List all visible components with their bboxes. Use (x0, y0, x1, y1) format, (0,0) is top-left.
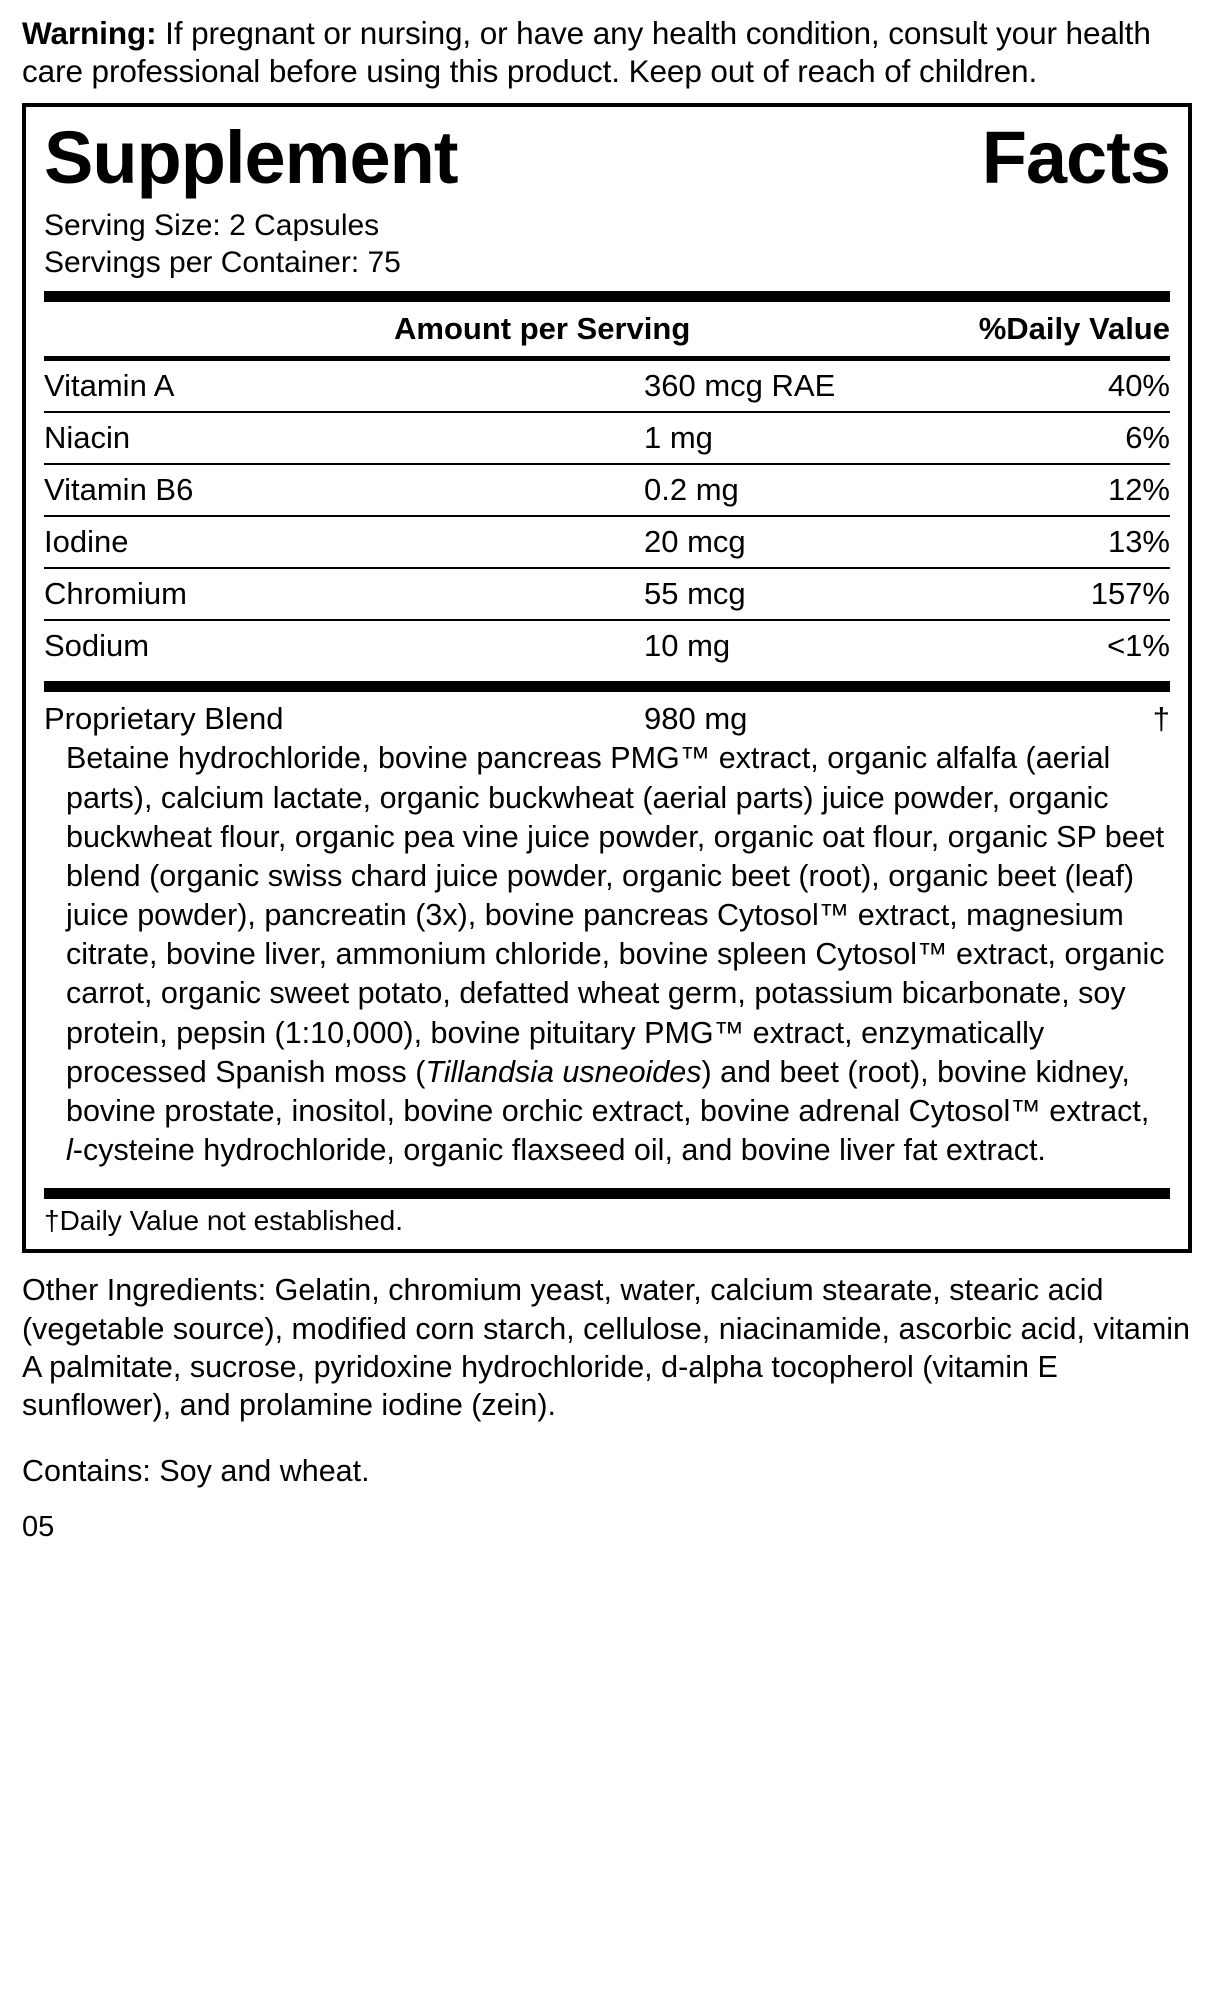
nutrient-name: Chromium (44, 576, 187, 612)
nutrient-name: Vitamin B6 (44, 472, 194, 508)
divider-heavy-top (44, 291, 1170, 302)
nutrient-name: Iodine (44, 524, 129, 560)
blend-ingredients-post: -cysteine hydrochloride, organic flaxseed oil, and bovine liver fat extract. (72, 1133, 1046, 1168)
serving-size: Serving Size: 2 Capsules (44, 208, 380, 242)
nutrient-name: Niacin (44, 420, 131, 456)
nutrient-amount: 55 mcg (644, 576, 746, 612)
nutrient-daily-value: <1% (1107, 628, 1170, 664)
divider-heavy-bottom (44, 1188, 1170, 1199)
proprietary-blend-name: Proprietary Blend (44, 701, 284, 737)
nutrient-amount: 10 mg (644, 628, 731, 664)
blend-italic-l: l (66, 1133, 73, 1168)
header-amount-per-serving: Amount per Serving (394, 311, 691, 347)
supplement-facts-title-left: Supplement (44, 115, 458, 199)
table-row (44, 413, 1170, 463)
table-row (44, 621, 1170, 671)
nutrient-amount: 0.2 mg (644, 472, 739, 508)
nutrient-daily-value: 12% (1107, 472, 1170, 508)
nutrient-daily-value: 6% (1125, 420, 1170, 456)
header-daily-value: %Daily Value (978, 311, 1170, 347)
warning-label: Warning: (22, 15, 157, 51)
table-row (44, 361, 1170, 411)
divider-heavy-blend (44, 681, 1170, 692)
warning-body: If pregnant or nursing, or have any health condition, consult your health care professional before using this product. Keep out of reach of children. (22, 15, 1151, 90)
table-row (44, 517, 1170, 567)
blend-ingredients-pre: Betaine hydrochloride, bovine pancreas PMG™ extract, organic alfalfa (aerial parts), calcium lactate, organic buckwheat (aerial parts) juice powder, organic buckwheat flour, organic pea vine juice powder, organic oat flour, organic SP beet blend (organic swiss chard juice powder, organic beet (root), organic beet (leaf) juice powder), pancreatin (3x), bovine pancreas Cytosol™ extract, magnesium citrate, bovine liver, ammonium chloride, bovine spleen Cytosol™ extract, organic carrot, organic sweet potato, defatted wheat germ, potassium bicarbonate, soy protein, pepsin (1:10,000), bovine pituitary PMG™ extract, enzymatically processed Spanish moss ( (66, 741, 1165, 1089)
supplement-facts-title (44, 115, 1170, 199)
revision-code: 05 (22, 1511, 55, 1544)
nutrient-name: Vitamin A (44, 368, 175, 404)
daily-value-footnote: †Daily Value not established. (44, 1205, 404, 1237)
warning-text (22, 14, 1192, 91)
proprietary-blend-row (44, 692, 1170, 739)
proprietary-blend-ingredients (44, 739, 1170, 1178)
blend-italic-botanical: Tillandsia usneoides (425, 1054, 702, 1089)
nutrient-name: Sodium (44, 628, 150, 664)
other-ingredients: Other Ingredients: Gelatin, chromium yeast, water, calcium stearate, stearic acid (vegetable source), modified corn starch, cellulose, niacinamide, ascorbic acid, vitamin A palmitate, sucrose, pyridoxine hydrochloride, d-alpha tocopherol (vitamin E sunflower), and prolamine iodine (zein). (22, 1273, 1191, 1423)
proprietary-blend-daily-value: † (1152, 701, 1170, 737)
nutrient-amount: 20 mcg (644, 524, 746, 560)
nutrient-amount: 1 mg (644, 420, 713, 456)
nutrient-daily-value: 13% (1107, 524, 1170, 560)
proprietary-blend-amount: 980 mg (644, 701, 748, 737)
table-row (44, 465, 1170, 515)
nutrient-daily-value: 40% (1107, 368, 1170, 404)
blend-ingredients-mid: ) and beet (root), bovine kidney, bovine prostate, inositol, bovine orchic extract, bovine adrenal Cytosol™ extract, (66, 1054, 1150, 1129)
table-header-row (44, 302, 1170, 356)
servings-per-container: Servings per Container: 75 (44, 246, 401, 280)
supplement-facts-title-right: Facts (981, 115, 1170, 199)
supplement-facts-panel (22, 103, 1192, 1254)
nutrient-daily-value: 157% (1090, 576, 1170, 612)
nutrient-amount: 360 mcg RAE (644, 368, 836, 404)
table-row (44, 569, 1170, 619)
contains-statement: Contains: Soy and wheat. (22, 1454, 370, 1489)
